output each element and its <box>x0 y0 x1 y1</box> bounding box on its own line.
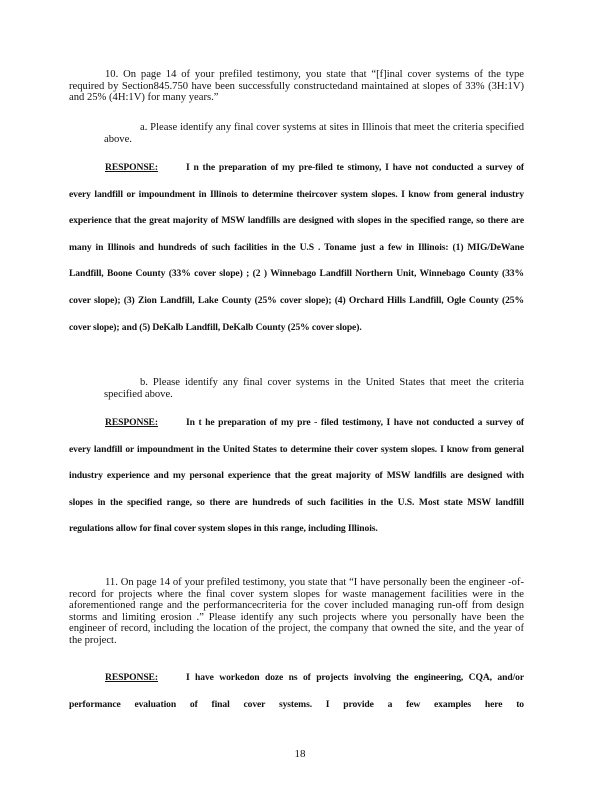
response-label: RESPONSE: <box>105 162 158 173</box>
question-10b: b. Please identify any final cover systems in the United States that meet the criteria specified above. <box>104 377 524 400</box>
question-10: 10. On page 14 of your prefiled testimony, you state that “[f]inal cover systems of the type required by Section845.750 have been successfully constructedand maintained at slopes of 33% (3H:1V) and 25% (4H:1V) for many years.” <box>69 69 524 103</box>
page-number: 18 <box>294 748 306 760</box>
response-label: RESPONSE: <box>105 672 158 683</box>
response-label: RESPONSE: <box>105 417 158 428</box>
response-10a-text: I n the preparation of my pre-filed te stimony, I have not conducted a survey of every landfill or impoundment in Illinois to determine theircover system slopes. I know from general industry experience that the great majority of MSW landfills are designed with slopes in the specified range, so there are many in Illinois and hundreds of such facilities in the U.S . Toname just a few in Illinois: (1) MIG/DeWane Landfill, Boone County (33% cover slope) ; (2 ) Winnebago Landfill Northern Unit, Winnebago County (33% cover slope); (3) Zion Landfill, Lake County (25% cover slope); (4) Orchard Hills Landfill, Ogle County (25% cover slope); and (5) DeKalb Landfill, DeKalb County (25% cover slope). <box>69 162 524 333</box>
response-10b-text: In t he preparation of my pre - filed testimony, I have not conducted a survey of every landfill or impoundment in the United States to determine their cover system slopes. I know from general industry experience and my personal experience that the great majority of MSW landfills are designed with slopes in the specified range, so there are hundreds of such facilities in the U.S. Most state MSW landfill regulations allow for final cover system slopes in this range, including Illinois. <box>69 417 524 535</box>
response-10a <box>69 155 524 341</box>
response-11-text: I have workedon doze ns of projects involving the engineering, CQA, and/or performance evaluation of final cover systems. I provide a few examples here to <box>69 672 524 710</box>
question-11: 11. On page 14 of your prefiled testimony, you state that “I have personally been the engineer -of- record for projects where the final cover system slopes for waste management facilities were in the aforementioned range and the performancecriteria for the cover included managing run-off from design storms and limiting erosion .” Please identify any such projects where you personally have been the engineer of record, including the location of the project, the company that owned the site, and the year of the project. <box>69 577 524 646</box>
response-11 <box>69 665 524 718</box>
response-10b <box>69 410 524 543</box>
question-10a: a. Please identify any final cover systems at sites in Illinois that meet the criteria specified above. <box>104 122 524 145</box>
